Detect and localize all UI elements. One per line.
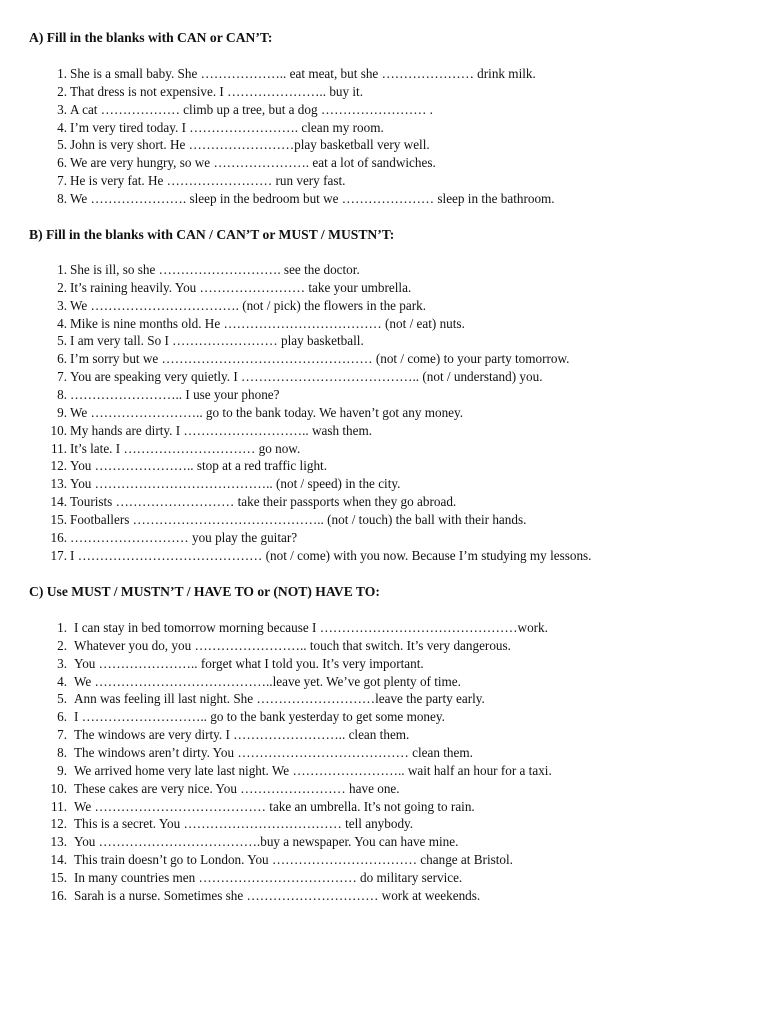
exercise-number: 1. bbox=[57, 262, 67, 277]
exercise-sentence: It’s late. I ………………………… go now. bbox=[70, 440, 301, 456]
exercise-sentence: She is a small baby. She ……………….. eat meat, but she ………………… drink milk. bbox=[70, 66, 536, 81]
exercise-sentence: You are speaking very quietly. I ………………………………….. (not / understand) you. bbox=[70, 369, 543, 385]
exercise-number: 3. bbox=[57, 101, 67, 117]
exercise-sentence: We ……………………………. (not / pick) the flowers in the park. bbox=[70, 297, 427, 313]
exercise-item bbox=[0, 708, 768, 726]
exercise-number: 7. bbox=[57, 369, 67, 385]
exercise-number: 14. bbox=[50, 494, 67, 510]
exercise-sentence: I ……………………….. go to the bank yesterday to get some money. bbox=[74, 709, 445, 725]
exercise-sentence: The windows are very dirty. I …………………….. clean them. bbox=[74, 727, 410, 743]
exercise-number: 10. bbox=[50, 422, 67, 438]
exercise-item bbox=[0, 762, 768, 780]
exercise-sentence: In many countries men ……………………………… do military service. bbox=[74, 870, 463, 886]
exercise-item bbox=[0, 172, 768, 190]
exercise-item bbox=[0, 869, 768, 887]
exercise-sentence: Whatever you do, you …………………….. touch that switch. It’s very dangerous. bbox=[74, 637, 511, 653]
exercise-number: 6. bbox=[57, 155, 67, 171]
exercise-number: 5. bbox=[57, 333, 67, 349]
exercise-sentence: He is very fat. He …………………… run very fast. bbox=[70, 173, 346, 189]
exercise-sentence: You ………………………………….. (not / speed) in the city. bbox=[70, 476, 401, 492]
exercise-item bbox=[0, 101, 768, 119]
exercise-item bbox=[0, 457, 768, 475]
exercise-number: 6. bbox=[57, 351, 67, 367]
exercise-sentence: John is very short. He ……………………play basketball very well. bbox=[70, 137, 430, 153]
exercise-item bbox=[0, 119, 768, 137]
exercise-number: 15. bbox=[50, 870, 67, 886]
exercise-item bbox=[0, 154, 768, 172]
exercise-item bbox=[0, 511, 768, 529]
exercise-item bbox=[0, 368, 768, 386]
section-a-heading: A) Fill in the blanks with CAN or CAN’T: bbox=[29, 30, 273, 45]
exercise-number: 9. bbox=[57, 404, 67, 420]
exercise-sentence: She is ill, so she ………………………. see the doctor. bbox=[70, 262, 360, 277]
exercise-sentence: I can stay in bed tomorrow morning because I ………………………………………work. bbox=[74, 620, 548, 635]
exercise-number: 4. bbox=[57, 673, 67, 689]
exercise-item bbox=[0, 297, 768, 315]
exercise-sentence: Mike is nine months old. He ……………………………… (not / eat) nuts. bbox=[70, 315, 465, 331]
exercise-item bbox=[0, 422, 768, 440]
exercise-number: 4. bbox=[57, 315, 67, 331]
exercise-item bbox=[0, 744, 768, 762]
exercise-sentence: The windows aren’t dirty. You ………………………………… clean them. bbox=[74, 745, 473, 761]
exercise-item bbox=[0, 655, 768, 673]
exercise-item bbox=[0, 637, 768, 655]
exercise-number: 8. bbox=[57, 745, 67, 761]
exercise-item bbox=[0, 350, 768, 368]
exercise-number: 1. bbox=[57, 66, 67, 81]
exercise-item bbox=[0, 332, 768, 350]
exercise-item bbox=[0, 690, 768, 708]
exercise-sentence: ……………………… you play the guitar? bbox=[70, 529, 298, 545]
exercise-sentence: I’m sorry but we ………………………………………… (not / come) to your party tomorrow. bbox=[70, 351, 570, 367]
exercise-number: 12. bbox=[50, 816, 67, 832]
exercise-sentence: We …………………….. go to the bank today. We haven’t got any money. bbox=[70, 404, 464, 420]
exercise-sentence: You ………………….. stop at a red traffic light. bbox=[70, 458, 328, 474]
exercise-sentence: A cat ……………… climb up a tree, but a dog …………………… . bbox=[70, 101, 433, 117]
exercise-item bbox=[0, 780, 768, 798]
exercise-sentence: This is a secret. You ……………………………… tell anybody. bbox=[74, 816, 414, 832]
exercise-number: 1. bbox=[57, 620, 67, 635]
exercise-sentence: I’m very tired today. I ……………………. clean my room. bbox=[70, 119, 384, 135]
exercise-sentence: You ………………….. forget what I told you. It’s very important. bbox=[74, 655, 424, 671]
exercise-item bbox=[0, 475, 768, 493]
exercise-number: 16. bbox=[50, 887, 67, 903]
exercise-sentence: I am very tall. So I …………………… play basketball. bbox=[70, 333, 364, 349]
exercise-sentence: This train doesn’t go to London. You …………………………… change at Bristol. bbox=[74, 852, 513, 868]
exercise-sentence: Sarah is a nurse. Sometimes she ………………………… work at weekends. bbox=[74, 887, 481, 903]
exercise-sentence: It’s raining heavily. You …………………… take your umbrella. bbox=[70, 279, 412, 295]
exercise-sentence: We …………………………………..leave yet. We’ve got plenty of time. bbox=[74, 673, 461, 689]
exercise-number: 2. bbox=[57, 637, 67, 653]
section-a-list bbox=[0, 65, 768, 208]
exercise-sentence: We ………………………………… take an umbrella. It’s not going to rain. bbox=[74, 798, 475, 814]
exercise-sentence: We are very hungry, so we …………………. eat a lot of sandwiches. bbox=[70, 155, 436, 171]
exercise-item bbox=[0, 887, 768, 905]
exercise-sentence: Ann was feeling ill last night. She ………………………leave the party early. bbox=[74, 691, 485, 707]
exercise-item bbox=[0, 315, 768, 333]
exercise-number: 16. bbox=[50, 529, 67, 545]
exercise-item bbox=[0, 547, 768, 565]
exercise-number: 4. bbox=[57, 119, 67, 135]
section-c-list bbox=[0, 619, 768, 905]
exercise-item bbox=[0, 529, 768, 547]
exercise-number: 6. bbox=[57, 709, 67, 725]
exercise-number: 2. bbox=[57, 279, 67, 295]
exercise-sentence: You ……………………………….buy a newspaper. You can have mine. bbox=[74, 834, 459, 850]
exercise-number: 10. bbox=[50, 780, 67, 796]
exercise-item bbox=[0, 833, 768, 851]
exercise-number: 8. bbox=[57, 191, 67, 207]
exercise-item bbox=[0, 619, 768, 637]
exercise-item bbox=[0, 261, 768, 279]
exercise-number: 15. bbox=[50, 512, 67, 528]
exercise-item bbox=[0, 815, 768, 833]
exercise-number: 11. bbox=[51, 798, 67, 814]
exercise-sentence: These cakes are very nice. You …………………… have one. bbox=[74, 780, 400, 796]
exercise-item bbox=[0, 404, 768, 422]
exercise-sentence: That dress is not expensive. I ………………….. buy it. bbox=[70, 83, 364, 99]
exercise-item bbox=[0, 673, 768, 691]
exercise-sentence: Footballers …………………………………….. (not / touch) the ball with their hands. bbox=[70, 512, 527, 528]
exercise-number: 12. bbox=[50, 458, 67, 474]
exercise-sentence: Tourists ……………………… take their passports when they go abroad. bbox=[70, 494, 457, 510]
exercise-number: 13. bbox=[50, 834, 67, 850]
exercise-number: 11. bbox=[51, 440, 67, 456]
exercise-item bbox=[0, 851, 768, 869]
exercise-item bbox=[0, 83, 768, 101]
exercise-number: 2. bbox=[57, 83, 67, 99]
exercise-number: 17. bbox=[50, 547, 67, 563]
section-b-heading: B) Fill in the blanks with CAN / CAN’T or MUST / MUSTN’T: bbox=[29, 227, 395, 242]
exercise-sentence: We …………………. sleep in the bedroom but we ………………… sleep in the bathroom. bbox=[70, 191, 555, 207]
section-b-list bbox=[0, 261, 768, 565]
exercise-item bbox=[0, 190, 768, 208]
exercise-number: 5. bbox=[57, 691, 67, 707]
exercise-item bbox=[0, 493, 768, 511]
exercise-item bbox=[0, 440, 768, 458]
exercise-sentence: …………………….. I use your phone? bbox=[70, 387, 280, 403]
exercise-number: 8. bbox=[57, 387, 67, 403]
section-c-heading: C) Use MUST / MUSTN’T / HAVE TO or (NOT) HAVE TO: bbox=[29, 584, 380, 599]
exercise-item bbox=[0, 386, 768, 404]
exercise-item bbox=[0, 726, 768, 744]
exercise-number: 13. bbox=[50, 476, 67, 492]
exercise-number: 5. bbox=[57, 137, 67, 153]
exercise-number: 9. bbox=[57, 762, 67, 778]
exercise-item bbox=[0, 65, 768, 83]
exercise-number: 7. bbox=[57, 727, 67, 743]
exercise-item bbox=[0, 136, 768, 154]
exercise-sentence: I …………………………………… (not / come) with you now. Because I’m studying my lessons. bbox=[70, 547, 592, 563]
exercise-number: 3. bbox=[57, 297, 67, 313]
exercise-sentence: We arrived home very late last night. We …………………….. wait half an hour for a taxi. bbox=[74, 762, 552, 778]
exercise-number: 14. bbox=[50, 852, 67, 868]
exercise-number: 7. bbox=[57, 173, 67, 189]
exercise-number: 3. bbox=[57, 655, 67, 671]
exercise-item bbox=[0, 798, 768, 816]
exercise-item bbox=[0, 279, 768, 297]
exercise-sentence: My hands are dirty. I ……………………….. wash them. bbox=[70, 422, 373, 438]
